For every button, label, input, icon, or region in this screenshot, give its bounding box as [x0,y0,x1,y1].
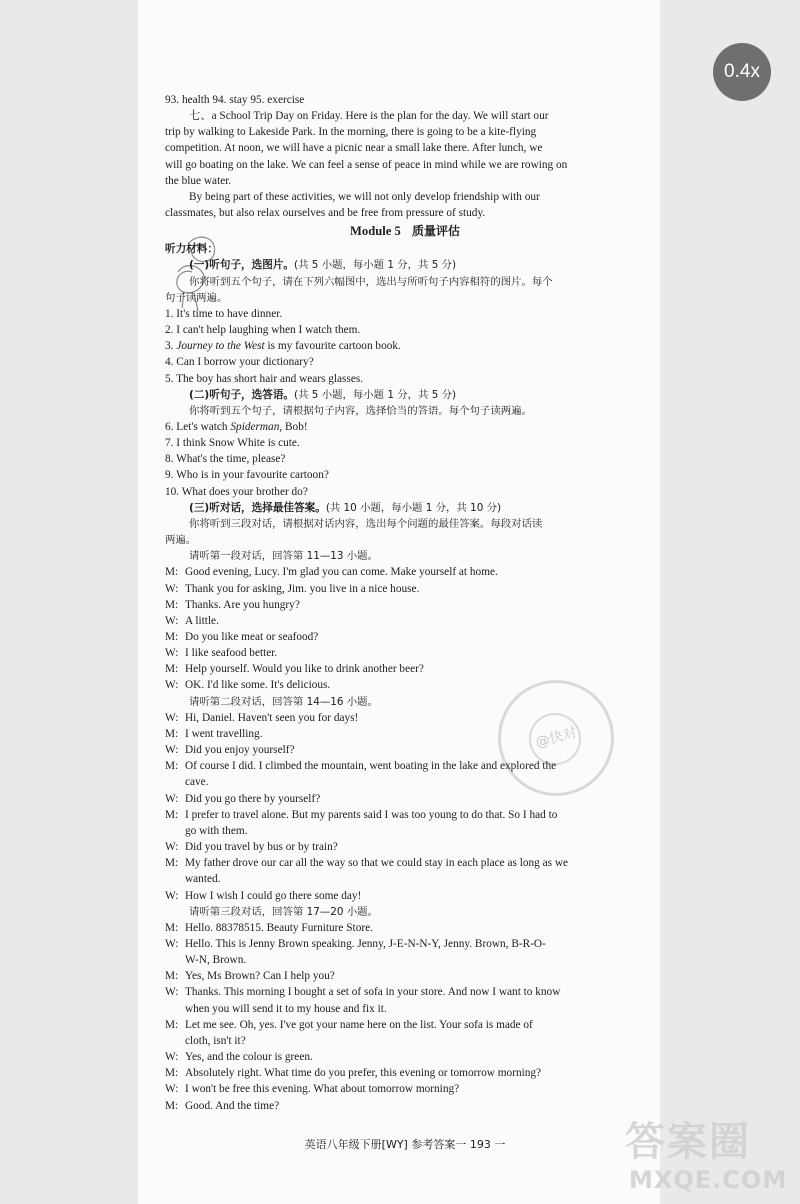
watermark-text: 答案圈 [625,1119,751,1165]
speaker: W: [165,889,179,902]
dialog-line [165,1065,645,1081]
essay-line: the blue water. [165,174,232,187]
essay-line: 七、a School Trip Day on Friday. Here is the plan for the day. We will start our [189,110,549,123]
dialog-line [165,677,645,693]
speaker: M: [165,808,179,821]
page-footer: 英语八年级下册[WY] 参考答案一 193 一 [304,1138,506,1151]
dialog-line [165,758,645,774]
dialog-label: 请听第二段对话，回答第 14—16 小题。 [189,695,378,708]
dialog-1 [165,564,645,693]
speaker: W: [165,792,179,805]
dialog-line [165,839,645,855]
dialog-label: 请听第一段对话，回答第 11—13 小题。 [189,550,378,563]
list-item: 2. I can't help laughing when I watch them. [165,324,361,337]
speaker: W: [165,986,179,999]
dialog-line [165,629,645,645]
dialog-line [165,920,645,936]
dialog-continuation: W-N, Brown. [185,954,247,967]
dialog-continuation: cloth, isn't it? [185,1034,246,1047]
list-item: 4. Can I borrow your dictionary? [165,356,314,369]
dialog-line [165,564,645,580]
utterance: Do you like meat or seafood? [185,631,319,643]
stamp-text: @快对 [533,724,579,752]
utterance: Good evening, Lucy. I'm glad you can come. Make yourself at home. [185,566,498,579]
module-title-text: Module 5 [350,224,401,239]
instruction-line: 你将听到五个句子，请在下列六幅图中，选出与所听句子内容相符的图片。每个 [189,275,553,288]
section-heading [165,257,645,273]
dialog-line [165,613,645,629]
list-item [165,338,645,354]
utterance: Of course I did. I climbed the mountain, went boating in the lake and explored the [185,760,557,773]
utterance: I like seafood better. [185,647,278,660]
dialog-line [165,855,645,871]
speaker: M: [165,970,179,983]
dialog-3 [165,920,645,1114]
speaker: M: [165,727,179,740]
movie-title: Spiderman [230,420,280,433]
module-subtitle: 质量评估 [411,224,460,239]
speaker: W: [165,937,179,950]
utterance: Thanks. This morning I bought a set of sofa in your store. And now I want to know [185,986,561,999]
speaker: M: [165,1018,179,1031]
speaker: W: [165,647,179,660]
listening-label: 听力材料： [165,243,218,256]
essay-line: competition. At noon, we will have a picnic near a small lake there. After lunch, we [165,142,543,155]
section-title: (一)听句子，选图片。 [189,259,295,272]
list-item-text: , Bob! [279,420,308,433]
section-note: (共 10 小题，每小题 1 分，共 10 分) [325,501,502,514]
list-item: 10. What does your brother do? [165,485,308,498]
dialog-line [165,936,645,952]
dialog-line [165,597,645,613]
dialog-line [165,1098,645,1114]
section-title: (三)听对话，选择最佳答案。 [189,501,326,514]
utterance: A little. [185,614,219,627]
speaker: M: [165,1067,179,1080]
utterance: Did you enjoy yourself? [185,744,295,757]
utterance: I won't be free this evening. What about tomorrow morning? [185,1083,460,1096]
dialog-line [165,888,645,904]
dialog-line [165,645,645,661]
list-item: 1. It's time to have dinner. [165,307,283,320]
speaker: W: [165,582,179,595]
document-content [165,92,645,1114]
essay-line: By being part of these activities, we will not only develop friendship with our [189,190,540,203]
instruction-line: 你将听到五个句子，请根据句子内容，选择恰当的答语。每个句子读两遍。 [189,404,532,417]
section-heading [165,500,645,516]
dialog-continuation: when you will send it to my house and fix it. [185,1002,387,1015]
speaker: M: [165,566,179,579]
utterance: Hello. 88378515. Beauty Furniture Store. [185,921,373,934]
utterance: I went travelling. [185,727,263,740]
dialog-line [165,1017,645,1033]
dialog-line [165,581,645,597]
section-heading [165,387,645,403]
dialog-line [165,807,645,823]
dialog-2 [165,710,645,904]
speaker: M: [165,921,179,934]
utterance: Hello. This is Jenny Brown speaking. Jenny, J-E-N-N-Y, Jenny. Brown, B-R-O- [185,937,546,950]
dialog-line [165,984,645,1000]
utterance: Absolutely right. What time do you prefer, this evening or tomorrow morning? [185,1067,542,1080]
list-item: 7. I think Snow White is cute. [165,437,300,450]
module-title [165,222,645,240]
utterance: OK. I'd like some. It's delicious. [185,679,331,692]
speaker: M: [165,857,179,870]
utterance: Thank you for asking, Jim. you live in a nice house. [185,582,420,595]
list-item: 9. Who is in your favourite cartoon? [165,469,329,482]
utterance: Yes, and the colour is green. [185,1051,313,1064]
speaker: M: [165,1099,179,1112]
utterance: Did you travel by bus or by train? [185,841,338,854]
section-note: (共 5 小题，每小题 1 分，共 5 分) [294,388,457,401]
speaker: W: [165,614,179,627]
essay-line: will go boating on the lake. We can feel a sense of peace in mind while we are rowing on [165,158,568,171]
speaker: W: [165,1083,179,1096]
list-item: 8. What's the time, please? [165,453,286,466]
dialog-line [165,1049,645,1065]
dialog-continuation: go with them. [185,824,248,837]
section-note: (共 5 小题，每小题 1 分，共 5 分) [294,259,457,272]
list-item [165,419,645,435]
speaker: M: [165,760,179,773]
dialog-line [165,791,645,807]
essay-line: trip by walking to Lakeside Park. In the morning, there is going to be a kite-flying [165,126,537,139]
list-item-text: is my favourite cartoon book. [264,340,401,353]
utterance: How I wish I could go there some day! [185,889,362,902]
speaker: W: [165,679,179,692]
zoom-level-badge[interactable]: 0.4x [713,43,771,101]
speaker: M: [165,598,179,611]
list-item-text: 6. Let's watch [165,420,231,433]
utterance: Thanks. Are you hungry? [185,598,300,611]
utterance: My father drove our car all the way so that we could stay in each place as long as we [185,857,569,870]
utterance: I prefer to travel alone. But my parents said I was too young to do that. So I had to [185,808,558,821]
speaker: W: [165,711,179,724]
watermark-url: MXQE.COM [629,1166,788,1194]
instruction-line: 你将听到三段对话，请根据对话内容，选出每个问题的最佳答案。每段对话读 [189,517,543,530]
section-title: (二)听句子，选答语。 [189,388,295,401]
dialog-continuation: cave. [185,776,209,789]
speaker: W: [165,744,179,757]
instruction-line: 句子读两遍。 [165,291,228,304]
dialog-line [165,968,645,984]
utterance: Help yourself. Would you like to drink another beer? [185,663,424,676]
instruction-line: 两遍。 [165,534,197,547]
answers-line: 93. health 94. stay 95. exercise [165,94,305,106]
site-watermark [625,1110,793,1200]
dialog-line [165,1081,645,1097]
dialog-line [165,742,645,758]
utterance: Let me see. Oh, yes. I've got your name here on the list. Your sofa is made of [185,1018,533,1031]
utterance: Hi, Daniel. Haven't seen you for days! [185,711,359,724]
speaker: W: [165,1051,179,1064]
speaker: W: [165,841,179,854]
list-item-number: 3. [165,340,174,353]
book-title: Journey to the West [176,340,265,353]
essay-line: classmates, but also relax ourselves and be free from pressure of study. [165,207,486,220]
dialog-label: 请听第三段对话，回答第 17—20 小题。 [189,905,378,918]
utterance: Good. And the time? [185,1099,280,1112]
utterance: Did you go there by yourself? [185,792,321,805]
list-item: 5. The boy has short hair and wears glasses. [165,372,364,385]
dialog-continuation: wanted. [185,873,221,886]
speaker: M: [165,663,179,676]
dialog-line [165,661,645,677]
dialog-line [165,710,645,726]
utterance: Yes, Ms Brown? Can I help you? [185,970,335,983]
dialog-line [165,726,645,742]
speaker: M: [165,631,179,643]
